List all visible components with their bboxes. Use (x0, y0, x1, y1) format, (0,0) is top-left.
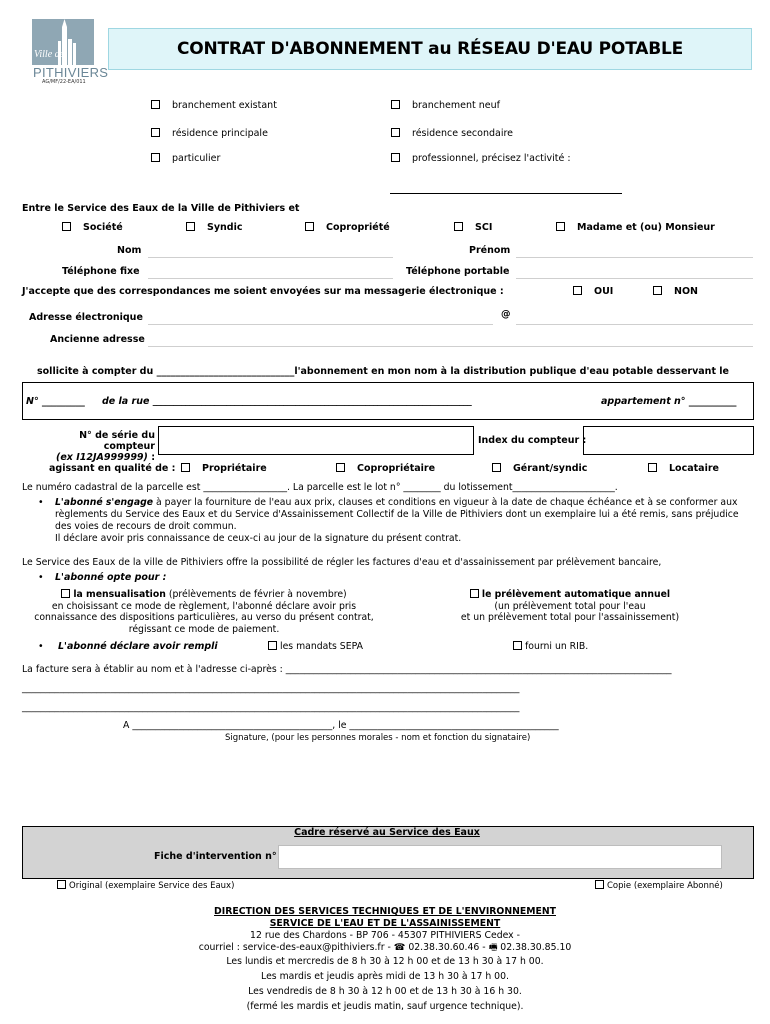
copy-original[interactable]: Original (exemplaire Service des Eaux) (57, 881, 234, 891)
option-mensualisation[interactable]: la mensualisation (prélèvements de février à novembre) en choisissant ce mode de règlement, l'abonné déclare avoir pris connaissance des dispositions particulières, au verso du présent contrat, régissant ce mode de paiement. (34, 589, 374, 635)
copy-abonne[interactable]: Copie (exemplaire Abonné) (595, 881, 723, 891)
label-qualite: agissant en qualité de : (49, 463, 176, 474)
title-box (108, 28, 752, 70)
form-code: AG/MF/22-EA/011 (42, 79, 86, 85)
facture-line-2[interactable]: ___________________________________________________________________________________________________________ (22, 702, 520, 713)
bullet: • (38, 497, 44, 508)
label-tel-portable: Téléphone portable (406, 266, 510, 277)
activity-line[interactable] (390, 193, 622, 194)
label-adresse-electronique: Adresse électronique (29, 312, 143, 323)
payment-intro: Le Service des Eaux de la ville de Pithiviers offre la possibilité de régler les factures d'eau et d'assainissement par prélèvement bancaire, (22, 557, 662, 568)
facture-text: La facture sera à établir au nom et à l'adresse ci-après : ___________________________________________________________________________________ (22, 664, 672, 675)
address-rue: de la rue ______________________________________________________________________________ (102, 396, 472, 407)
serie-compteur-input[interactable] (158, 426, 474, 455)
label-prenom: Prénom (469, 245, 511, 256)
at-sign: @ (501, 309, 511, 320)
request-text: sollicite à compter du _____________________________l'abonnement en mon nom à la distribution publique d'eau potable desservant le (37, 366, 729, 377)
signature-note: Signature, (pour les personnes morales - nom et fonction du signataire) (225, 733, 531, 743)
checkbox[interactable] (151, 100, 160, 109)
tel-portable-input[interactable] (516, 278, 753, 279)
email-local-input[interactable] (148, 324, 493, 325)
label-ancienne-adresse: Ancienne adresse (50, 334, 145, 345)
entity-sci[interactable]: SCI (454, 222, 492, 233)
consent-non[interactable]: NON (653, 286, 698, 297)
option-branchement-neuf[interactable]: branchement neuf (391, 100, 500, 111)
signature-place-date: A ___________________________________________, le _____________________________________________ (123, 720, 559, 731)
address-appart: appartement n° __________ (601, 396, 737, 407)
label-serie-compteur: N° de série du compteur (ex I12JA999999) : (56, 430, 155, 463)
footer (0, 906, 770, 1013)
footer-address: 12 rue des Chardons - BP 706 - 45307 PITHIVIERS Cedex - (250, 930, 520, 941)
quality-coproprietaire[interactable]: Copropriétaire (336, 463, 435, 474)
option-particulier[interactable]: particulier (151, 153, 220, 164)
footer-contact: courriel : service-des-eaux@pithiviers.fr - ☎ 02.38.30.60.46 - 🖷 02.38.30.85.10 (198, 942, 572, 953)
bullet: • (38, 641, 44, 652)
checkbox[interactable] (391, 100, 400, 109)
option-rib[interactable]: fourni un RIB. (513, 641, 588, 652)
email-domain-input[interactable] (516, 324, 753, 325)
checkbox[interactable] (391, 128, 400, 137)
intro-text: Entre le Service des Eaux de la Ville de Pithiviers et (22, 203, 300, 214)
ancienne-adresse-input[interactable] (148, 346, 753, 347)
footer-hours-1: Les lundis et mercredis de 8 h 30 à 12 h 00 et de 13 h 30 à 17 h 00. (226, 956, 544, 967)
entity-syndic[interactable]: Syndic (186, 222, 243, 233)
entity-madame-monsieur[interactable]: Madame et (ou) Monsieur (556, 222, 715, 233)
quality-proprietaire[interactable]: Propriétaire (181, 463, 267, 474)
footer-hours-2: Les mardis et jeudis après midi de 13 h 30 à 17 h 00. (261, 971, 509, 982)
street-line[interactable]: ______________________________________________________________________________ (152, 396, 472, 406)
engagement-paragraph: L'abonné s'engage à payer la fourniture de l'eau aux prix, clauses et conditions en vigueur à la date de chaque échéance et à se conformer aux règlements du Service des Eaux et du Service d'Assainissement Collectif de la Ville de Pithiviers dont un exemplaire lui a été remis, sans préjudice des voies de recours de droit commun. Il déclare avoir pris connaissance de ceux-ci au jour de la signature du présent contrat. (55, 497, 739, 544)
reserved-title: Cadre réservé au Service des Eaux (294, 827, 480, 838)
footer-hours-3: Les vendredis de 8 h 30 à 12 h 00 et de 13 h 30 à 16 h 30. (248, 986, 522, 997)
option-residence-principale[interactable]: résidence principale (151, 128, 268, 139)
logo-line2: PITHIVIERS (33, 65, 109, 80)
option-professionnel[interactable]: professionnel, précisez l'activité : (391, 153, 571, 164)
prenom-input[interactable] (516, 257, 753, 258)
street-number-line[interactable]: _________ (42, 396, 85, 407)
date-line[interactable]: _____________________________________________ (349, 720, 559, 731)
quality-locataire[interactable]: Locataire (648, 463, 719, 474)
footer-hours-4: (fermé les mardis et jeudis matin, sauf urgence technique). (246, 1001, 524, 1012)
option-residence-secondaire[interactable]: résidence secondaire (391, 128, 513, 139)
option-branchement-existant[interactable]: branchement existant (151, 100, 277, 111)
fiche-intervention-input[interactable] (278, 845, 722, 869)
quality-gerant[interactable]: Gérant/syndic (492, 463, 587, 474)
place-line[interactable]: ___________________________________________ (132, 720, 333, 731)
rempli-label: L'abonné déclare avoir rempli (58, 641, 218, 652)
address-no: N° _________ (26, 396, 85, 407)
checkbox[interactable] (151, 128, 160, 137)
checkbox[interactable] (391, 153, 400, 162)
label-nom: Nom (117, 245, 142, 256)
facture-line-1[interactable]: ___________________________________________________________________________________________________________ (22, 683, 520, 694)
entity-societe[interactable]: Société (62, 222, 123, 233)
label-tel-fixe: Téléphone fixe (62, 266, 140, 277)
tel-fixe-input[interactable] (148, 278, 393, 279)
page-title: CONTRAT D'ABONNEMENT au RÉSEAU D'EAU POTABLE (176, 39, 684, 59)
option-sepa[interactable]: les mandats SEPA (268, 641, 363, 652)
logo-line1: Ville de (34, 49, 65, 60)
option-prelevement-annuel[interactable]: le prélèvement automatique annuel (un prélèvement total pour l'eau et un prélèvement total pour l'assainissement) (460, 589, 680, 623)
entity-copropriete[interactable]: Copropriété (305, 222, 390, 233)
bullet: • (38, 572, 44, 583)
opte-label: L'abonné opte pour : (55, 572, 167, 583)
nom-input[interactable] (148, 257, 393, 258)
label-index-compteur: Index du compteur : (478, 435, 587, 446)
email-consent-text: J'accepte que des correspondances me soient envoyées sur ma messagerie électronique : (22, 286, 504, 297)
cadastre-text: Le numéro cadastral de la parcelle est __________________. La parcelle est le lot n° ________ du lotissement______________________. (22, 482, 618, 493)
start-date-line[interactable]: _____________________________ (156, 366, 295, 377)
appartment-line[interactable]: __________ (688, 396, 737, 407)
index-compteur-input[interactable] (583, 426, 754, 455)
checkbox[interactable] (151, 153, 160, 162)
footer-direction: DIRECTION DES SERVICES TECHNIQUES ET DE L'ENVIRONNEMENT (214, 906, 556, 917)
footer-service: SERVICE DE L'EAU ET DE L'ASSAINISSEMENT (269, 918, 501, 929)
fiche-label: Fiche d'intervention n° (154, 851, 277, 862)
consent-oui[interactable]: OUI (573, 286, 613, 297)
